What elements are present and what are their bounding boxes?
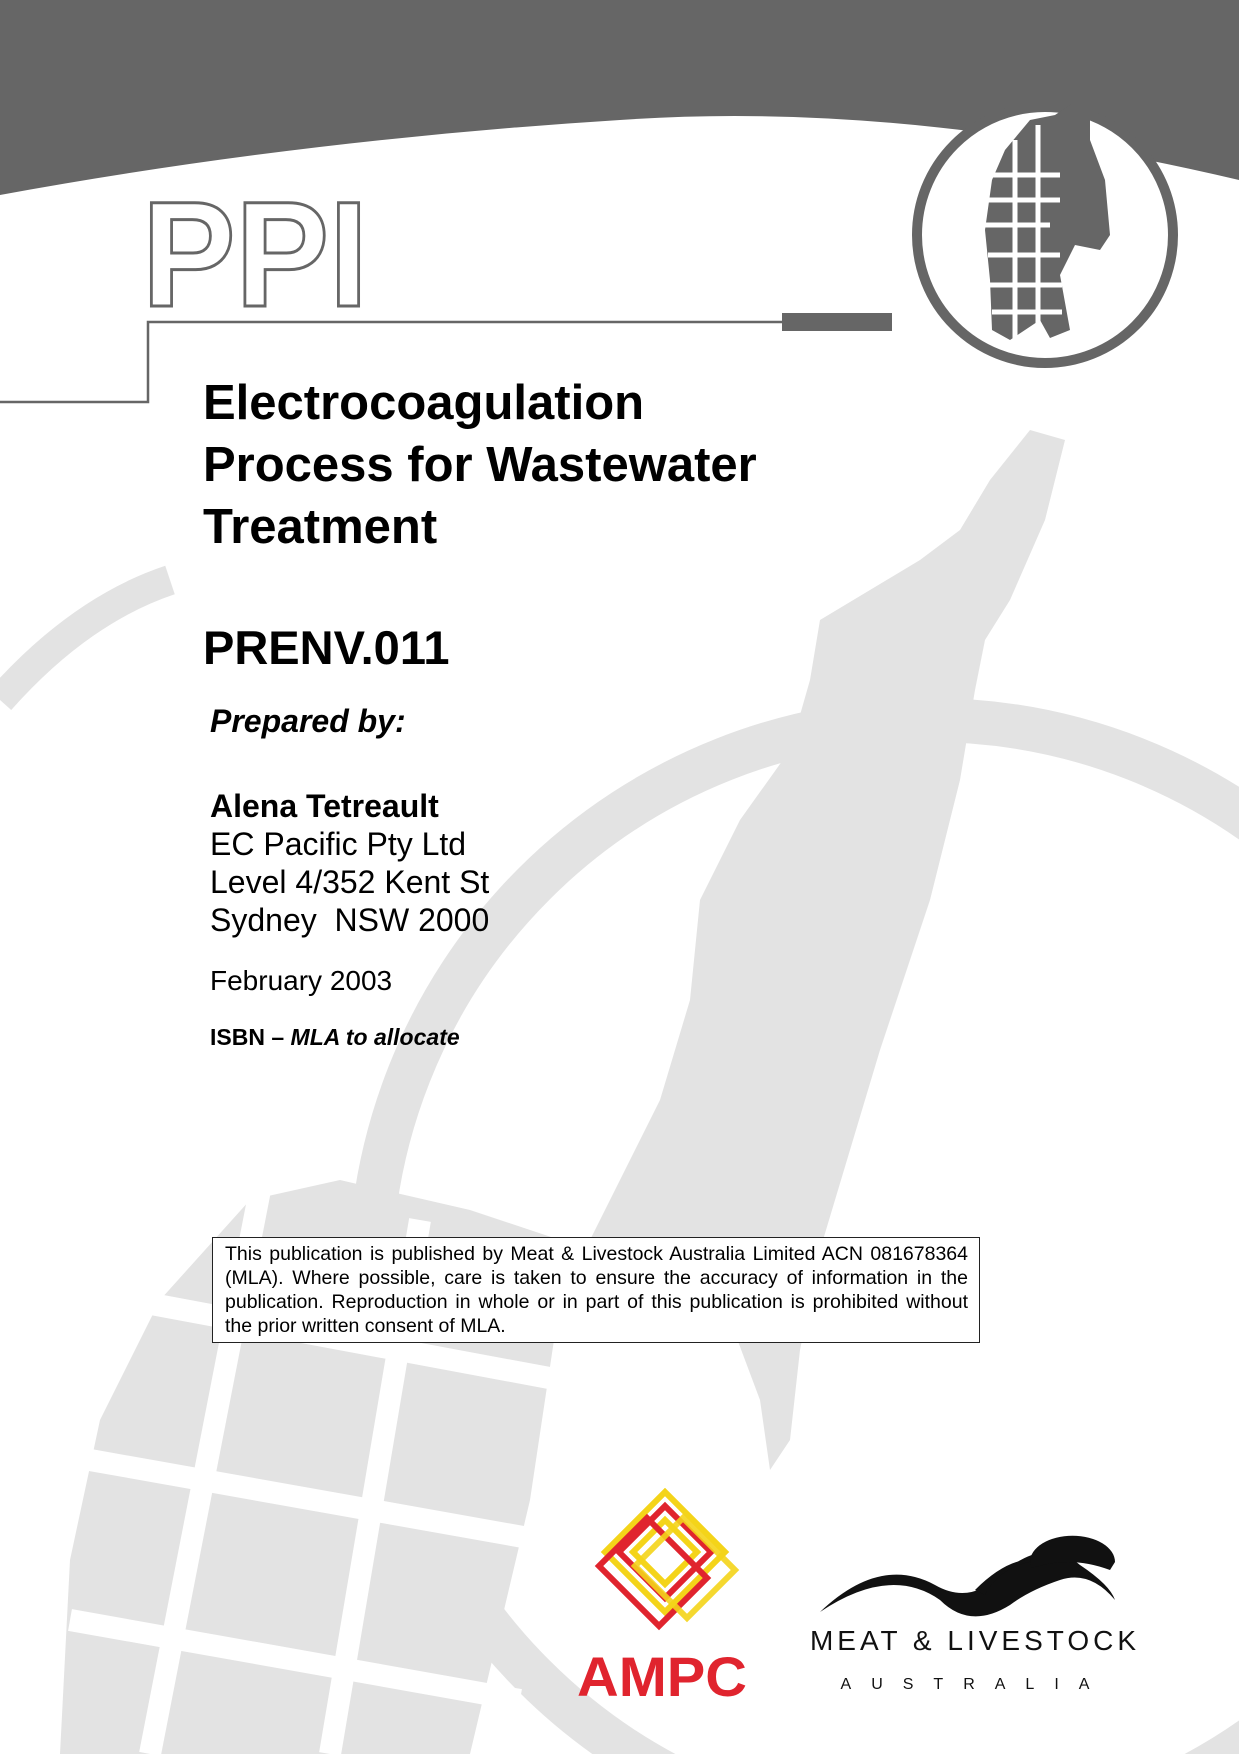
isbn-line (210, 1022, 460, 1052)
prepared-by-label: Prepared by: (210, 703, 406, 739)
header-rule-bar (782, 313, 892, 331)
isbn-label: ISBN – (210, 1024, 291, 1050)
mla-logo-line2: AUSTRALIA (840, 1676, 1110, 1693)
ppi-logo (140, 180, 380, 320)
address-line-1: EC Pacific Pty Ltd (210, 826, 467, 862)
title-line-3: Treatment (203, 500, 438, 554)
title-line-1: Electrocoagulation (203, 376, 645, 430)
publication-date: February 2003 (210, 965, 393, 996)
ppi-logo-text: PPI (142, 180, 368, 320)
author-name: Alena Tetreault (210, 788, 439, 824)
document-title (203, 372, 903, 558)
ampc-logo-text: AMPC (577, 1645, 747, 1708)
ampc-logo-mark (599, 1492, 735, 1626)
address-line-3: Sydney NSW 2000 (210, 902, 490, 938)
address-line-2: Level 4/352 Kent St (210, 864, 490, 900)
mla-hills-mark (770, 1530, 1180, 1620)
title-line-2: Process for Wastewater (203, 438, 757, 492)
isbn-value: MLA to allocate (290, 1024, 460, 1050)
author-block (210, 787, 489, 939)
disclaimer-box: This publication is published by Meat & Livestock Australia Limited ACN 081678364 (MLA). Where possible, care is taken to ensure the accuracy of information in the publication. Reproduction in whole or in part of this publication is prohibited without the prior written consent of MLA. (212, 1237, 980, 1343)
mla-logo (770, 1530, 1180, 1705)
ampc-logo (575, 1488, 755, 1708)
mla-logo-line1: MEAT & LIVESTOCK (809, 1625, 1141, 1656)
document-code: PRENV.011 (203, 621, 450, 674)
watermark-left-arc (0, 580, 170, 700)
